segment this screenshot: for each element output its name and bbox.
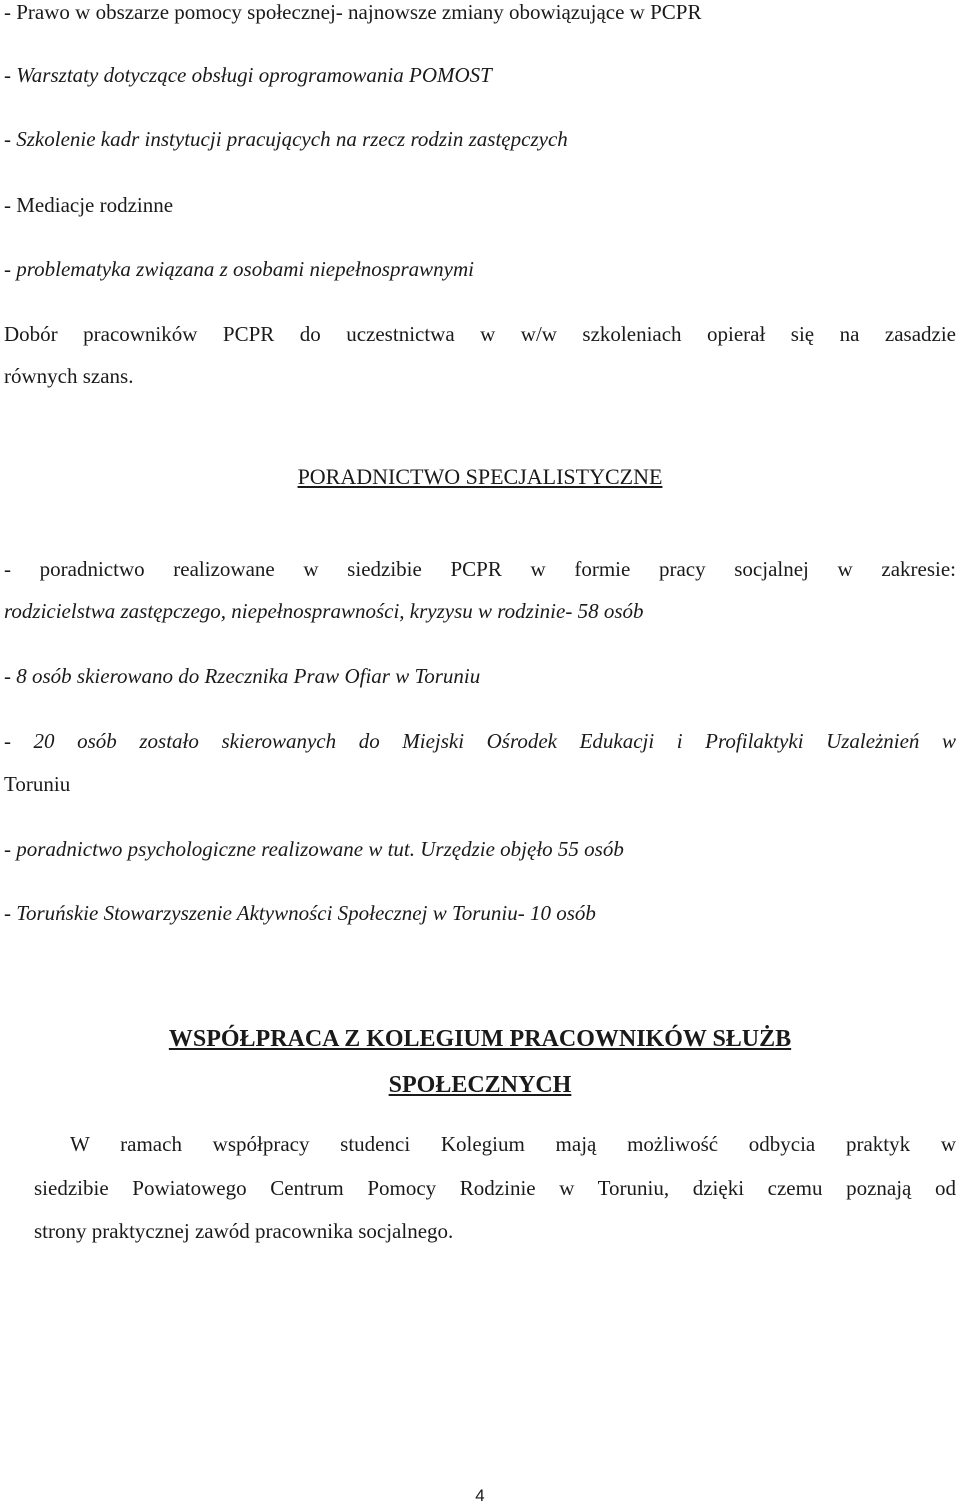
section-heading-cooperation: WSPÓŁPRACA Z KOLEGIUM PRACOWNIKÓW SŁUŻB <box>168 1026 792 1052</box>
paragraph-line: - 8 osób skierowano do Rzecznika Praw Ofiar w Toruniu <box>4 664 481 688</box>
paragraph-line: Dobór pracowników PCPR do uczestnictwa w w/w szkoleniach opierał się na zasadzie <box>4 322 956 346</box>
paragraph-line: strony praktycznej zawód pracownika socjalnego. <box>34 1219 454 1243</box>
list-item: - problematyka związana z osobami niepełnosprawnymi <box>4 257 474 281</box>
list-item: - Mediacje rodzinne <box>4 193 174 217</box>
paragraph-line: siedzibie Powiatowego Centrum Pomocy Rodzinie w Toruniu, dzięki czemu poznają od <box>34 1176 956 1200</box>
page-number: 4 <box>475 1486 485 1505</box>
list-item: - Prawo w obszarze pomocy społecznej- najnowsze zmiany obowiązujące w PCPR <box>4 0 702 24</box>
paragraph-line: równych szans. <box>4 364 134 388</box>
paragraph-line: - Toruńskie Stowarzyszenie Aktywności Społecznej w Toruniu- 10 osób <box>4 901 596 925</box>
paragraph-line: W ramach współpracy studenci Kolegium mają możliwość odbycia praktyk w <box>70 1132 956 1156</box>
paragraph-line: rodzicielstwa zastępczego, niepełnosprawności, kryzysu w rodzinie- 58 osób <box>4 599 644 623</box>
list-item: - Szkolenie kadr instytucji pracujących na rzecz rodzin zastępczych <box>4 127 568 151</box>
paragraph-line: - 20 osób zostało skierowanych do Miejski Ośrodek Edukacji i Profilaktyki Uzależnień w <box>4 729 956 753</box>
paragraph-line: Toruniu <box>4 772 71 796</box>
paragraph-line: - poradnictwo realizowane w siedzibie PCPR w formie pracy socjalnej w zakresie: <box>4 557 956 581</box>
section-heading-specialist-counseling: PORADNICTWO SPECJALISTYCZNE <box>297 464 663 489</box>
section-heading-cooperation-continued: SPOŁECZNYCH <box>388 1072 572 1098</box>
list-item: - Warsztaty dotyczące obsługi oprogramowania POMOST <box>4 63 492 87</box>
paragraph-line: - poradnictwo psychologiczne realizowane w tut. Urzędzie objęło 55 osób <box>4 837 624 861</box>
